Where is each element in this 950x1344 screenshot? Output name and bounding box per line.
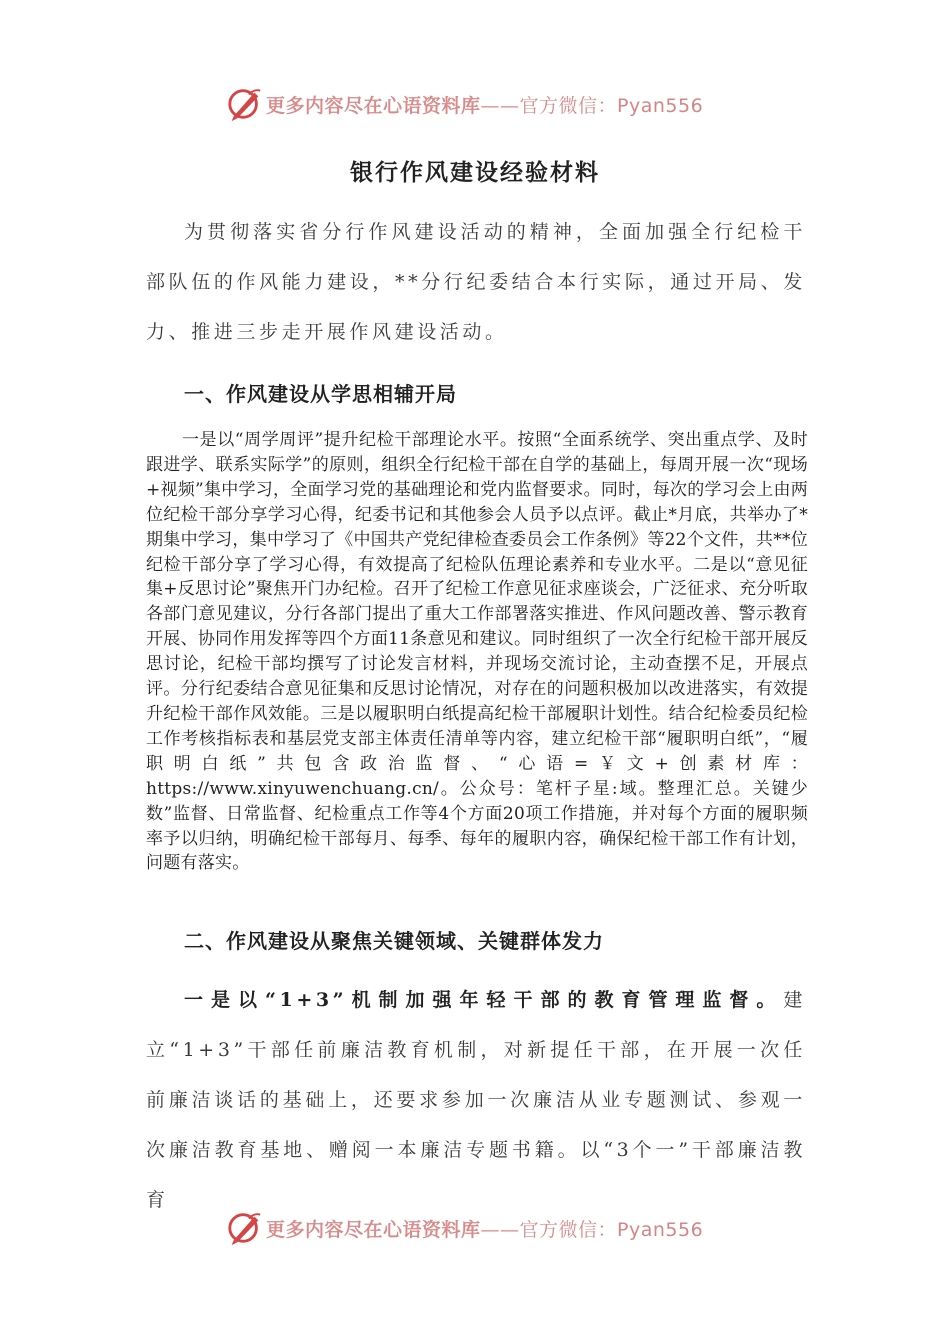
banner-wechat-account: Pyan556	[617, 1218, 704, 1241]
section2-lead-sentence: 一是以“1+3”机制加强年轻干部的教育管理监督。	[184, 989, 784, 1011]
document-title: 银行作风建设经验材料	[350, 159, 600, 186]
banner-text	[266, 91, 703, 118]
header-banner	[0, 84, 950, 124]
section2-body-text: 建立“1+3”干部任前廉洁教育机制，对新提任干部，在开展一次任前廉洁谈话的基础上，还要求参加一次廉洁从业专题测试、参观一次廉洁教育基地、赠阅一本廉洁专题书籍。以“3个一”干部廉洁教育	[146, 989, 806, 1211]
banner-main-text: 更多内容尽在心语资料库	[266, 1218, 481, 1241]
banner-wechat-label: 官方微信：	[519, 1218, 618, 1241]
section2-paragraph	[146, 975, 806, 1225]
banner-text	[266, 1215, 703, 1242]
pen-logo-icon	[226, 1209, 264, 1247]
banner-wechat-account: Pyan556	[617, 94, 704, 117]
section2-heading: 二、作风建设从聚焦关键领域、关键群体发力	[184, 929, 604, 953]
intro-paragraph: 为贯彻落实省分行作风建设活动的精神，全面加强全行纪检干部队伍的作风能力建设，**分行纪委结合本行实际，通过开局、发力、推进三步走开展作风建设活动。	[146, 221, 806, 343]
banner-dash: ——	[480, 1218, 520, 1241]
banner-dash: ——	[480, 94, 520, 117]
section1-heading: 一、作风建设从学思相辅开局	[184, 382, 457, 406]
section1-body: 一是以“周学周评”提升纪检干部理论水平。按照“全面系统学、突出重点学、及时跟进学、联系实际学”的原则，组织全行纪检干部在自学的基础上，每周开展一次“现场+视频”集中学习，全面学习党的基础理论和党内监督要求。同时，每次的学习会上由两位纪检干部分享学习心得，纪委书记和其他参会人员予以点评。截止*月底，共举办了*期集中学习，集中学习了《中国共产党纪律检查委员会工作条例》等22个文件，共**位纪检干部分享了学习心得，有效提高了纪检队伍理论素养和专业水平。二是以“意见征集+反思讨论”聚焦开门办纪检。召开了纪检工作意见征求座谈会，广泛征求、充分听取各部门意见建议，分行各部门提出了重大工作部署落实推进、作风问题改善、警示教育开展、协同作用发挥等四个方面11条意见和建议。同时组织了一次全行纪检干部开展反思讨论，纪检干部均撰写了讨论发言材料，并现场交流讨论，主动查摆不足，开展点评。分行纪委结合意见征集和反思讨论情况，对存在的问题积极加以改进落实，有效提升纪检干部作风效能。三是以履职明白纸提高纪检干部履职计划性。结合纪检委员纪检工作考核指标表和基层党支部主体责任清单等内容，建立纪检干部“履职明白纸”，“履职明白纸”共包含政治监督、“心语=￥文+创素材库：https://www.xinyuwenchuang.cn/。公众号：笔杆子星:域。整理汇总。关键少数”监督、日常监督、纪检重点工作等4个方面20项工作措施，并对每个方面的履职频率予以归纳，明确纪检干部每月、每季、每年的履职内容，确保纪检干部工作有计划，问题有落实。	[146, 430, 808, 874]
footer-banner	[0, 1208, 950, 1248]
pen-logo-icon	[226, 85, 264, 123]
banner-main-text: 更多内容尽在心语资料库	[266, 94, 481, 117]
banner-wechat-label: 官方微信：	[519, 94, 618, 117]
header-banner-content	[226, 84, 703, 124]
footer-banner-content	[226, 1208, 703, 1248]
